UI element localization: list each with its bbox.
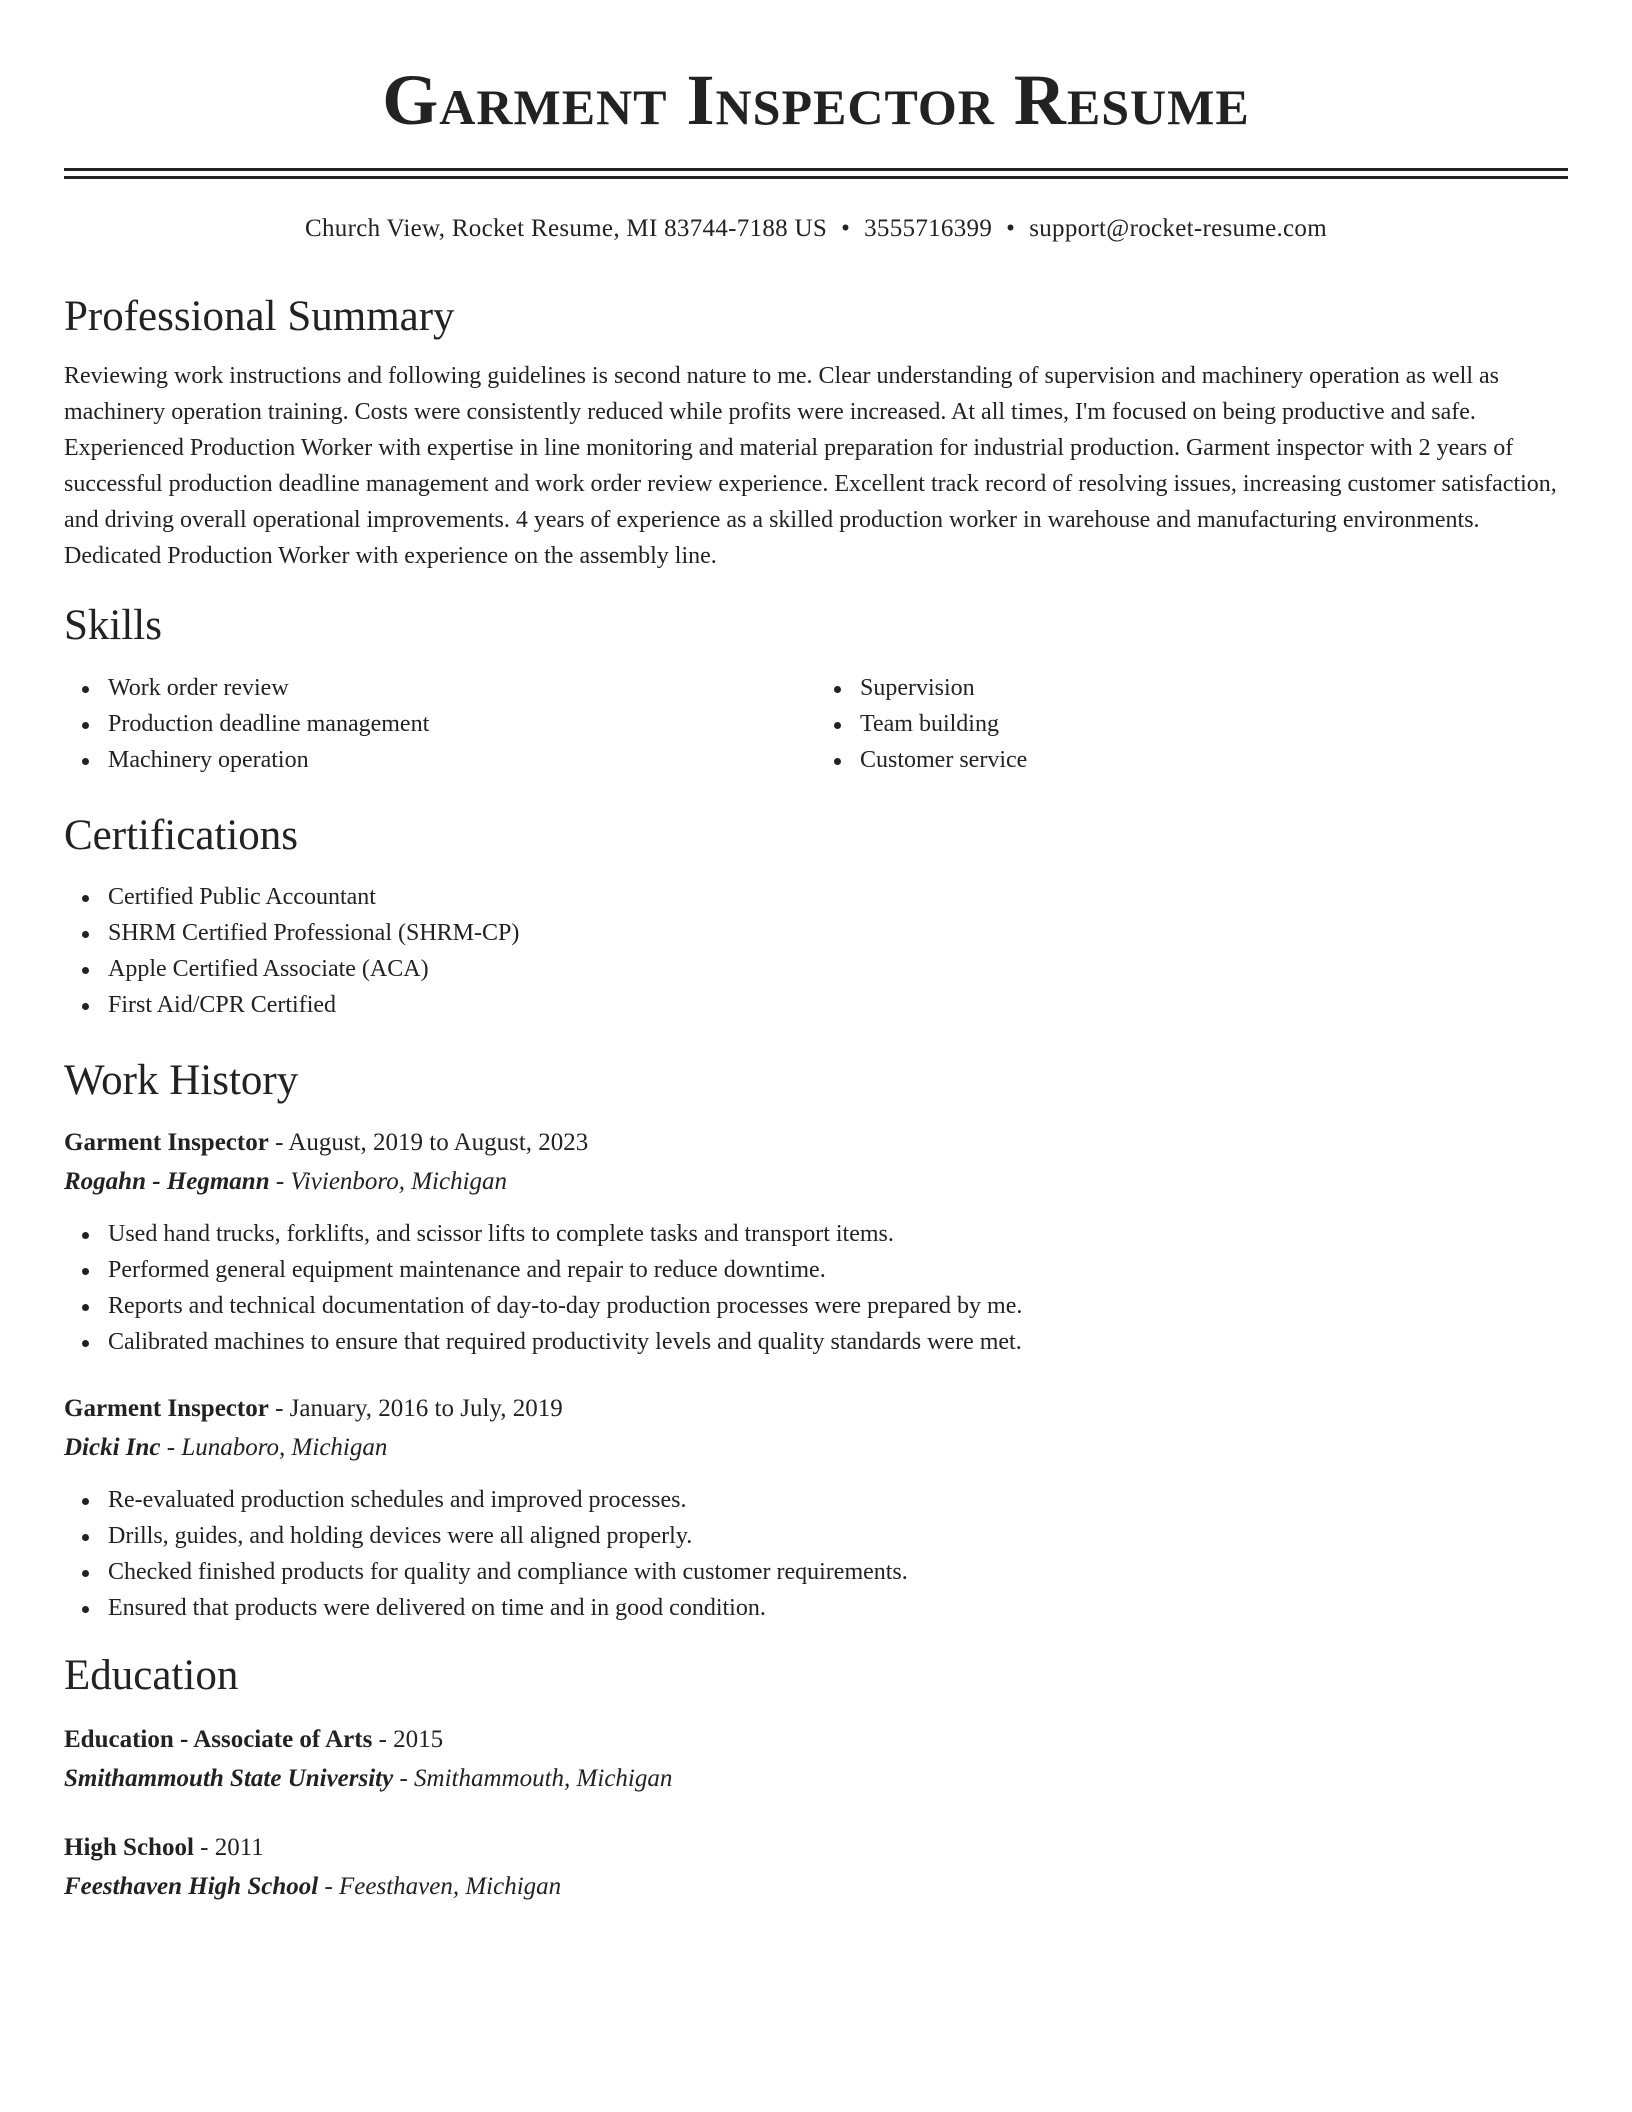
job-header: [64, 1390, 1568, 1428]
education-degree: Education - Associate of Arts: [64, 1726, 373, 1754]
job-bullet: Performed general equipment maintenance and repair to reduce downtime.: [108, 1252, 1568, 1288]
education-school-line: [64, 1759, 1568, 1799]
education-entry: [64, 1829, 1568, 1907]
job-bullet: Checked finished products for quality and compliance with customer requirements.: [108, 1554, 1568, 1590]
education-year: - 2011: [193, 1834, 264, 1862]
work-history-heading: Work History: [64, 1056, 299, 1104]
job-employer-line: [64, 1162, 1568, 1202]
certification-item: First Aid/CPR Certified: [108, 987, 1568, 1023]
job-company: Dicki Inc: [64, 1434, 161, 1462]
skills-list-left: [64, 670, 816, 778]
job-header: [64, 1124, 1568, 1162]
job-bullet: Ensured that products were delivered on time and in good condition.: [108, 1590, 1568, 1626]
job-employer-line: [64, 1428, 1568, 1468]
education-school-line: [64, 1867, 1568, 1907]
education-school: Feesthaven High School: [64, 1873, 319, 1901]
job-title: Garment Inspector: [64, 1129, 269, 1157]
job-bullet: Drills, guides, and holding devices were all aligned properly.: [108, 1518, 1568, 1554]
job-location: - Lunaboro, Michigan: [160, 1434, 388, 1462]
education-year: - 2015: [372, 1726, 444, 1754]
certification-item: Certified Public Accountant: [108, 879, 1568, 915]
summary-heading: Professional Summary: [64, 293, 455, 340]
work-history-section: [64, 1057, 1568, 1626]
summary-section: [64, 293, 1568, 574]
job-bullet: Used hand trucks, forklifts, and scissor lifts to complete tasks and transport items.: [108, 1216, 1568, 1252]
job-location: - Vivienboro, Michigan: [269, 1168, 508, 1196]
education-entry: [64, 1721, 1568, 1799]
contact-separator: •: [841, 215, 851, 242]
contact-separator: •: [1006, 215, 1016, 242]
skills-heading: Skills: [64, 602, 162, 650]
title-divider: [64, 168, 1568, 179]
job-title: Garment Inspector: [64, 1395, 269, 1423]
contact-phone: 3555716399: [864, 215, 993, 242]
contact-address: Church View, Rocket Resume, MI 83744-7188 US: [305, 215, 828, 242]
job-dates: - August, 2019 to August, 2023: [268, 1129, 589, 1157]
contact-email: support@rocket-resume.com: [1029, 215, 1327, 242]
education-header: [64, 1721, 1568, 1759]
skills-list-right: [816, 670, 1568, 778]
education-degree: High School: [64, 1834, 194, 1862]
certifications-heading: Certifications: [64, 811, 299, 859]
job-bullet: Reports and technical documentation of day-to-day production processes were prepared by me.: [108, 1288, 1568, 1324]
skill-item: Supervision: [860, 670, 1568, 706]
skill-item: Production deadline management: [108, 706, 816, 742]
education-school: Smithammouth State University: [64, 1765, 394, 1793]
contact-line: [64, 215, 1568, 243]
skills-section: [64, 602, 1568, 777]
education-location: - Smithammouth, Michigan: [393, 1765, 673, 1793]
education-header: [64, 1829, 1568, 1867]
job-bullet: Re-evaluated production schedules and improved processes.: [108, 1482, 1568, 1518]
certifications-section: [64, 812, 1568, 1023]
certifications-list: [64, 879, 1568, 1023]
skill-item: Machinery operation: [108, 742, 816, 778]
certification-item: Apple Certified Associate (ACA): [108, 951, 1568, 987]
job-company: Rogahn - Hegmann: [64, 1168, 270, 1196]
resume-title: Garment Inspector Resume: [382, 60, 1250, 140]
skill-item: Work order review: [108, 670, 816, 706]
education-location: - Feesthaven, Michigan: [318, 1873, 562, 1901]
skills-grid: [64, 670, 1568, 778]
job-dates: - January, 2016 to July, 2019: [268, 1395, 563, 1423]
job-bullets: [64, 1216, 1568, 1360]
job-entry: [64, 1390, 1568, 1626]
summary-text: Reviewing work instructions and following guidelines is second nature to me. Clear understanding of supervision and machinery operation as well as machinery operation training. Costs were consistently reduced while profits were increased. At all times, I'm focused on being productive and safe. Experienced Production Worker with expertise in line monitoring and material preparation for industrial production. Garment inspector with 2 years of successful production deadline management and work order review experience. Excellent track record of resolving issues, increasing customer satisfaction, and driving overall operational improvements. 4 years of experience as a skilled production worker in warehouse and manufacturing environments. Dedicated Production Worker with experience on the assembly line.: [64, 363, 1557, 570]
education-heading: Education: [64, 1652, 239, 1700]
certification-item: SHRM Certified Professional (SHRM-CP): [108, 915, 1568, 951]
skill-item: Customer service: [860, 742, 1568, 778]
education-section: [64, 1652, 1568, 1907]
job-bullet: Calibrated machines to ensure that required productivity levels and quality standards were met.: [108, 1324, 1568, 1360]
job-entry: [64, 1124, 1568, 1360]
skill-item: Team building: [860, 706, 1568, 742]
job-bullets: [64, 1482, 1568, 1626]
